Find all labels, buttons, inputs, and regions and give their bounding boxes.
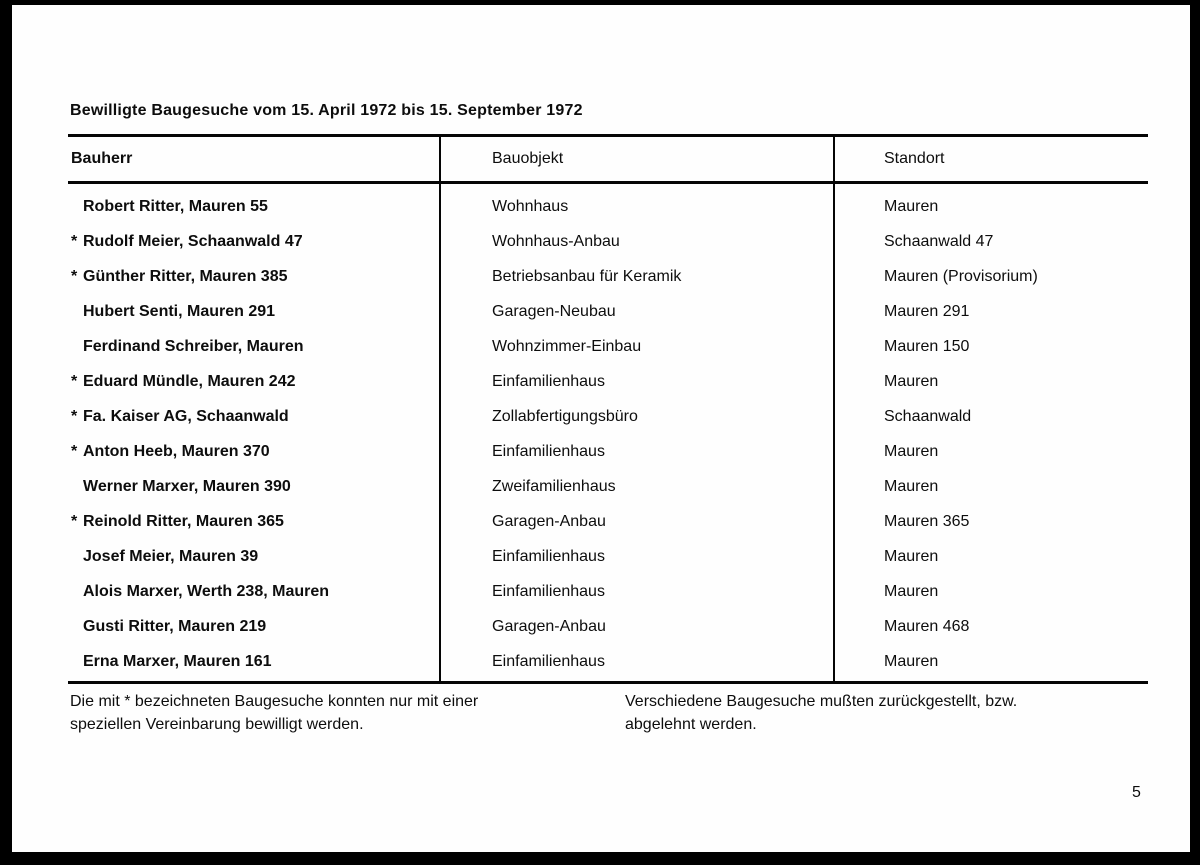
bauherr-text: Josef Meier, Mauren 39 — [83, 547, 259, 565]
standort-cell: Mauren 291 — [884, 302, 970, 320]
footnote-left-line1: Die mit * bezeichneten Baugesuche konnten nur mit einer — [70, 693, 479, 710]
bauherr-cell — [68, 198, 439, 216]
bauherr-cell — [68, 233, 439, 251]
bauherr-text: Reinold Ritter, Mauren 365 — [83, 512, 284, 530]
table-header-row — [68, 137, 1148, 181]
bauobjekt-cell: Garagen-Neubau — [492, 302, 616, 320]
column-header-bauobjekt: Bauobjekt — [492, 150, 564, 167]
table-row — [68, 469, 1148, 504]
asterisk-marker: * — [71, 512, 78, 530]
table-row — [68, 574, 1148, 609]
bauherr-cell — [68, 443, 439, 461]
standort-cell: Mauren — [884, 197, 939, 215]
bauherr-text: Eduard Mündle, Mauren 242 — [83, 372, 296, 390]
bauherr-cell — [68, 653, 439, 671]
footnote-right — [625, 690, 1148, 736]
asterisk-marker: * — [71, 232, 78, 250]
footnote-left — [70, 690, 592, 736]
table-row — [68, 644, 1148, 679]
asterisk-marker: * — [71, 372, 78, 390]
table-row — [68, 224, 1148, 259]
footnote-right-line1: Verschiedene Baugesuche mußten zurückgestellt, bzw. — [625, 693, 1018, 710]
table-row — [68, 329, 1148, 364]
bauobjekt-cell: Einfamilienhaus — [492, 582, 605, 600]
bauobjekt-cell: Wohnhaus — [492, 197, 569, 215]
bauherr-cell — [68, 303, 439, 321]
asterisk-marker: * — [71, 407, 78, 425]
column-header-standort: Standort — [884, 150, 945, 167]
bauherr-cell — [68, 583, 439, 601]
standort-cell: Mauren — [884, 372, 939, 390]
table-row — [68, 189, 1148, 224]
table-row — [68, 539, 1148, 574]
standort-cell: Mauren 468 — [884, 617, 970, 635]
table-row — [68, 294, 1148, 329]
table-row — [68, 609, 1148, 644]
footnote-left-line2: speziellen Vereinbarung bewilligt werden. — [70, 716, 364, 733]
building-permits-table — [68, 134, 1148, 684]
bauherr-text: Anton Heeb, Mauren 370 — [83, 442, 270, 460]
table-bottom-rule — [68, 681, 1148, 684]
bauherr-cell — [68, 373, 439, 391]
bauobjekt-cell: Betriebsanbau für Keramik — [492, 267, 682, 285]
standort-cell: Mauren — [884, 442, 939, 460]
bauobjekt-cell: Zollabfertigungsbüro — [492, 407, 638, 425]
column-header-bauherr: Bauherr — [71, 150, 133, 167]
bauherr-text: Hubert Senti, Mauren 291 — [83, 302, 276, 320]
bauherr-cell — [68, 478, 439, 496]
bauobjekt-cell: Wohnhaus-Anbau — [492, 232, 620, 250]
bauherr-text: Alois Marxer, Werth 238, Mauren — [83, 582, 330, 600]
standort-cell: Mauren 365 — [884, 512, 970, 530]
bauherr-cell — [68, 268, 439, 286]
standort-cell: Mauren 150 — [884, 337, 970, 355]
table-row — [68, 504, 1148, 539]
column-divider-2 — [833, 134, 835, 684]
table-row — [68, 399, 1148, 434]
standort-cell: Mauren — [884, 652, 939, 670]
bauherr-text: Rudolf Meier, Schaanwald 47 — [83, 232, 303, 250]
bauherr-text: Werner Marxer, Mauren 390 — [83, 477, 291, 495]
bauobjekt-cell: Einfamilienhaus — [492, 372, 605, 390]
column-divider-1 — [439, 134, 441, 684]
standort-cell: Mauren — [884, 477, 939, 495]
asterisk-marker: * — [71, 267, 78, 285]
standort-cell: Schaanwald 47 — [884, 232, 994, 250]
bauobjekt-cell: Zweifamilienhaus — [492, 477, 616, 495]
bauherr-text: Fa. Kaiser AG, Schaanwald — [83, 407, 289, 425]
table-row — [68, 259, 1148, 294]
table-row — [68, 434, 1148, 469]
bauobjekt-cell: Einfamilienhaus — [492, 547, 605, 565]
bauherr-text: Erna Marxer, Mauren 161 — [83, 652, 272, 670]
bauherr-text: Robert Ritter, Mauren 55 — [83, 197, 268, 215]
footnote-right-line2: abgelehnt werden. — [625, 716, 757, 733]
page-number: 5 — [1132, 784, 1141, 801]
asterisk-marker: * — [71, 442, 78, 460]
bauobjekt-cell: Wohnzimmer-Einbau — [492, 337, 642, 355]
standort-cell: Mauren — [884, 582, 939, 600]
bauobjekt-cell: Garagen-Anbau — [492, 617, 606, 635]
bauobjekt-cell: Einfamilienhaus — [492, 652, 605, 670]
bauherr-cell — [68, 408, 439, 426]
bauherr-cell — [68, 618, 439, 636]
table-row — [68, 364, 1148, 399]
bauobjekt-cell: Einfamilienhaus — [492, 442, 605, 460]
standort-cell: Mauren (Provisorium) — [884, 267, 1038, 285]
bauherr-text: Gusti Ritter, Mauren 219 — [83, 617, 267, 635]
bauobjekt-cell: Garagen-Anbau — [492, 512, 606, 530]
table-body — [68, 184, 1148, 681]
bauherr-text: Günther Ritter, Mauren 385 — [83, 267, 288, 285]
standort-cell: Schaanwald — [884, 407, 972, 425]
bauherr-cell — [68, 513, 439, 531]
bauherr-cell — [68, 548, 439, 566]
bauherr-text: Ferdinand Schreiber, Mauren — [83, 337, 304, 355]
bauherr-cell — [68, 338, 439, 356]
standort-cell: Mauren — [884, 547, 939, 565]
page-title: Bewilligte Baugesuche vom 15. April 1972 bis 15. September 1972 — [70, 102, 583, 119]
